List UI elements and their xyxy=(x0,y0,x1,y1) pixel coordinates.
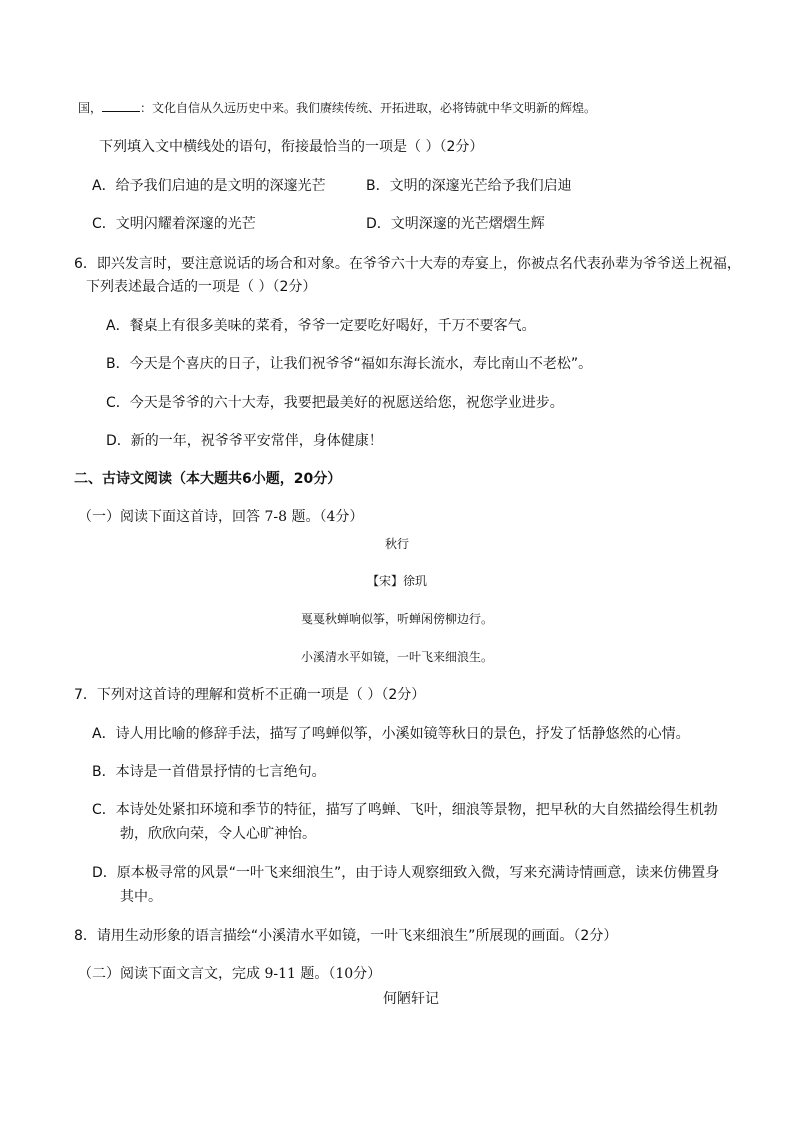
part2-title: 何陋轩记 xyxy=(383,991,439,1007)
fill-in-blank xyxy=(102,99,140,112)
q6-stem-line2: 下列表述最合适的一项是（ ）（2分） xyxy=(86,279,317,295)
q7-option-d-line1: D．原本极寻常的风景“一叶飞来细浪生”，由于诗人观察细致入微，写来充满诗情画意，读来仿佛置身 xyxy=(92,865,720,881)
q8-stem: 8．请用生动形象的语言描绘“小溪清水平如镜，一叶飞来细浪生”所展现的画面。（2分） xyxy=(74,928,618,944)
poem-line-1: 戛戛秋蝉响似筝，听蝉闲傍柳边行。 xyxy=(300,612,493,626)
q7-option-a: A．诗人用比喻的修辞手法，描写了鸣蝉似筝，小溪如镜等秋日的景色，抒发了恬静悠然的心情。 xyxy=(92,726,690,742)
section-heading: 二、古诗文阅读（本大题共6小题，20分） xyxy=(74,471,342,487)
q5-option-b: B．文明的深邃光芒给予我们启迪 xyxy=(366,178,572,194)
subsection-heading: （一）阅读下面这首诗，回答 7-8 题。（4分） xyxy=(78,509,364,525)
poem-line-2: 小溪清水平如镜，一叶飞来细浪生。 xyxy=(300,650,493,664)
q5-option-c: C．文明闪耀着深邃的光芒 xyxy=(92,216,256,232)
q6-option-d: D．新的一年，祝爷爷平安常伴，身体健康！ xyxy=(106,433,383,449)
q5-option-a: A．给予我们启迪的是文明的深邃光芒 xyxy=(92,178,326,194)
intro-prefix: 国， xyxy=(78,101,103,115)
poem-author: 【宋】徐玑 xyxy=(366,574,427,588)
intro-text: ：文化自信从久远历史中来。我们赓续传统、开拓进取，必将铸就中华文明新的辉煌。 xyxy=(140,101,597,115)
q7-stem: 7．下列对这首诗的理解和赏析不正确一项是（ ）（2分） xyxy=(74,687,426,703)
q6-option-a: A．餐桌上有很多美味的菜肴，爷爷一定要吃好喝好，千万不要客气。 xyxy=(106,318,536,334)
q7-option-c-line1: C．本诗处处紧扣环境和季节的特征，描写了鸣蝉、飞叶，细浪等景物，把早秋的大自然描绘得生机勃 xyxy=(92,802,718,818)
q6-option-c: C．今天是爷爷的六十大寿，我要把最美好的祝愿送给您，祝您学业进步。 xyxy=(106,395,564,411)
intro-line xyxy=(78,98,596,118)
q7-option-d-line2: 其中。 xyxy=(120,889,162,905)
q5-option-d: D．文明深邃的光芒熠熠生辉 xyxy=(366,216,545,232)
q7-option-b: B．本诗是一首借景抒情的七言绝句。 xyxy=(92,764,326,780)
q6-stem-line1: 6．即兴发言时，要注意说话的场合和对象。在爷爷六十大寿的寿宴上，你被点名代表孙辈为爷爷送上祝福， xyxy=(74,256,741,272)
q7-option-c-line2: 勃，欣欣向荣，令人心旷神怡。 xyxy=(120,826,316,842)
q5-stem: 下列填入文中横线处的语句，衔接最恰当的一项是（ ）（2分） xyxy=(99,139,484,155)
part2-heading: （二）阅读下面文言文，完成 9-11 题。（10分） xyxy=(78,966,382,982)
poem-title: 秋行 xyxy=(384,537,409,551)
q6-option-b: B．今天是个喜庆的日子，让我们祝爷爷“福如东海长流水，寿比南山不老松”。 xyxy=(106,356,593,372)
